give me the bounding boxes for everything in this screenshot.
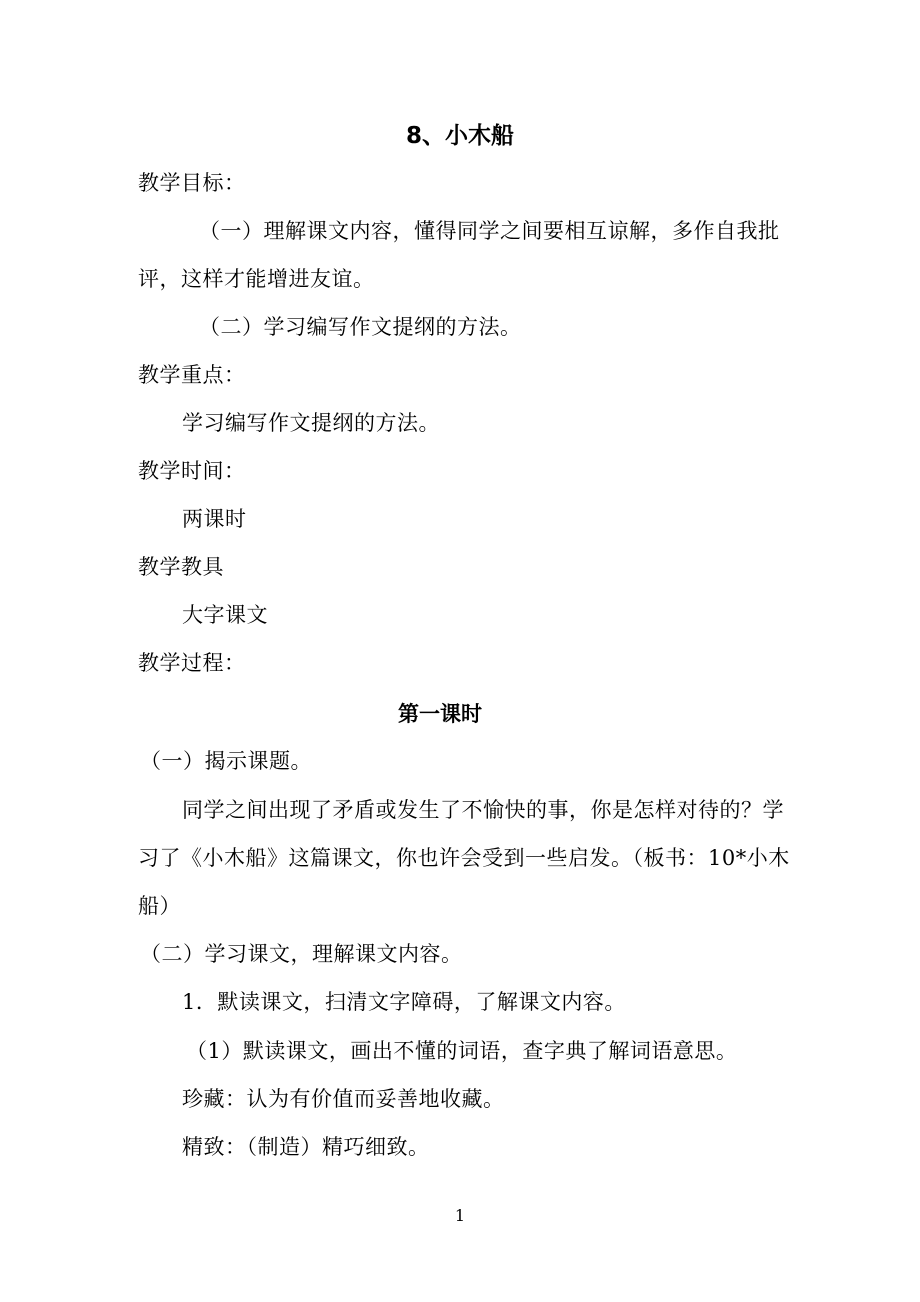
step-1-line-3: 船） [138, 894, 181, 918]
tools-text: 大字课文 [182, 603, 268, 627]
time-text: 两课时 [182, 507, 247, 531]
step-1-line-2: 习了《小木船》这篇课文，你也许会受到一些启发。（板书：10*小木 [138, 846, 790, 870]
document-title: 8、小木船 [405, 123, 514, 149]
step-1-line-1: 同学之间出现了矛盾或发生了不愉快的事，你是怎样对待的？学 [182, 798, 784, 822]
tools-heading: 教学教具 [138, 555, 224, 579]
focus-text: 学习编写作文提纲的方法。 [182, 411, 440, 435]
goal-1-line-2: 评，这样才能增进友谊。 [138, 267, 375, 291]
vocab-entry: 珍藏：认为有价值而妥善地收藏。 [182, 1087, 505, 1111]
step-2-item-1: 1．默读课文，扫清文字障碍，了解课文内容。 [182, 990, 626, 1014]
step-1-heading: （一）揭示课题。 [140, 749, 312, 773]
page-number: 1 [454, 1206, 466, 1225]
focus-heading: 教学重点： [138, 363, 246, 387]
lesson-title: 第一课时 [398, 702, 482, 726]
step-2-item-1-sub: （1）默读课文，画出不懂的词语，查字典了解词语意思。 [186, 1039, 738, 1063]
step-2-heading: （二）学习课文，理解课文内容。 [140, 942, 463, 966]
process-heading: 教学过程： [138, 651, 246, 675]
goal-2: （二）学习编写作文提纲的方法。 [199, 315, 522, 339]
vocab-entry: 精致：（制造）精巧细致。 [182, 1135, 430, 1159]
goals-heading: 教学目标： [138, 171, 246, 195]
goal-1-line-1: （一）理解课文内容，懂得同学之间要相互谅解，多作自我批 [199, 219, 780, 243]
time-heading: 教学时间： [138, 459, 246, 483]
